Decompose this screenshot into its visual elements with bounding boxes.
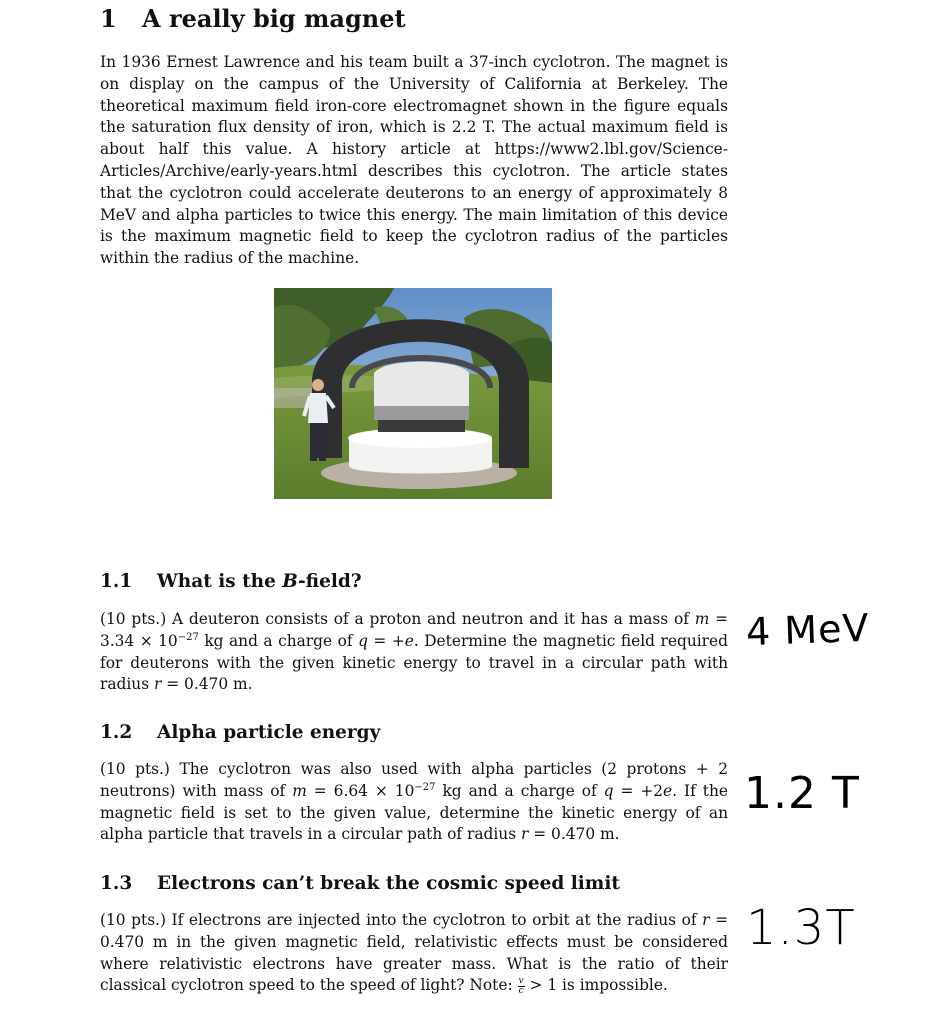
q2-radius-var: r — [521, 825, 529, 844]
q3-text-2: = 0.470 m in the given magnetic field, relativistic effects must be considered where relativistic electrons have greater mass. What is the ratio of their classical cyclotron speed to the speed of light? Note: — [100, 911, 728, 995]
handwritten-answer-3: 1.3T — [746, 900, 856, 956]
section-number: 1 — [100, 4, 117, 33]
question-1-1-number: 1.1 — [100, 571, 133, 592]
q2-mass-var: m — [292, 781, 307, 800]
q1-radius-var: r — [154, 675, 162, 694]
question-1-3-title — [100, 873, 620, 894]
section-title-text: A really big magnet — [142, 4, 406, 33]
q2-mass-exponent: −27 — [414, 781, 436, 793]
q1-charge-var: q — [358, 631, 368, 650]
q2-text-1: (10 pts.) The cyclotron was also used with alpha particles (2 protons + 2 neutrons) with mass of — [100, 760, 728, 800]
question-1-3-number: 1.3 — [100, 873, 133, 894]
q3-text-3: > 1 is impossible. — [524, 976, 668, 995]
q1-mass-exponent: −27 — [177, 631, 199, 643]
v-over-c-fraction — [518, 977, 525, 996]
q2-e-var: e — [663, 781, 673, 800]
q3-text-1: (10 pts.) If electrons are injected into the cyclotron to orbit at the radius of — [100, 911, 703, 929]
q2-charge-var: q — [603, 781, 614, 800]
q1-text-4: = + — [367, 631, 405, 650]
q1-text-2: = 3.34 × 10 — [100, 610, 728, 650]
question-1-1-title-text: What is the — [157, 571, 283, 592]
fraction-numerator: v — [518, 975, 524, 986]
question-1-2-title — [100, 722, 380, 743]
question-1-3-body — [100, 910, 728, 997]
q2-text-3: kg and a charge of — [435, 781, 604, 800]
question-1-1-title-var: B — [282, 571, 298, 592]
question-1-2-title-text: Alpha particle energy — [157, 722, 381, 743]
question-1-3-title-text: Electrons can’t break the cosmic speed limit — [157, 873, 620, 894]
q2-text-4: = +2 — [613, 781, 664, 800]
question-1-2-number: 1.2 — [100, 722, 133, 743]
q1-text-1: (10 pts.) A deuteron consists of a proton and neutron and it has a mass of — [100, 610, 695, 628]
q1-text-6: = 0.470 m. — [161, 675, 253, 694]
intro-paragraph: In 1936 Ernest Lawrence and his team built a 37-inch cyclotron. The magnet is on display on the campus of the University of California at Berkeley. The theoretical maximum field iron-core electromagnet shown in the figure equals the saturation flux density of iron, which is 2.2 T. The actual maximum field is about half this value. A history article at https://www2.lbl.gov/Science-Articles/Archive/early-years.html describes this cyclotron. The article states that the cyclotron could accelerate deuterons to an energy of approximately 8 MeV and alpha particles to twice this energy. The main limitation of this device is the maximum magnetic field to keep the cyclotron radius of the particles within the radius of the machine. — [100, 53, 728, 268]
cyclotron-magnet-photo — [274, 288, 552, 499]
q2-text-6: = 0.470 m. — [528, 825, 620, 844]
q3-radius-var: r — [702, 911, 710, 929]
q2-text-2: = 6.64 × 10 — [306, 781, 415, 800]
question-1-2-body — [100, 759, 728, 846]
handwritten-answer-2: 1.2 T — [744, 768, 860, 819]
q1-e-var: e — [404, 631, 414, 650]
section-title — [100, 4, 406, 33]
q1-text-3: kg and a charge of — [198, 631, 359, 650]
q2-text-5: . If the magnetic field is set to the given value, determine the kinetic energy of an alpha particle that travels in a circular path of radius — [100, 781, 728, 844]
fraction-denominator: c — [518, 985, 524, 996]
handwritten-answer-1: 4 MeV — [745, 605, 871, 655]
question-1-1-title — [100, 571, 362, 592]
question-1-1-title-text-b: -field? — [297, 571, 362, 592]
question-1-1-body — [100, 609, 728, 696]
q1-mass-var: m — [694, 610, 710, 628]
q1-text-5: . Determine the magnetic field required for deuterons with the given kinetic energy to travel in a circular path with radius — [100, 631, 728, 694]
